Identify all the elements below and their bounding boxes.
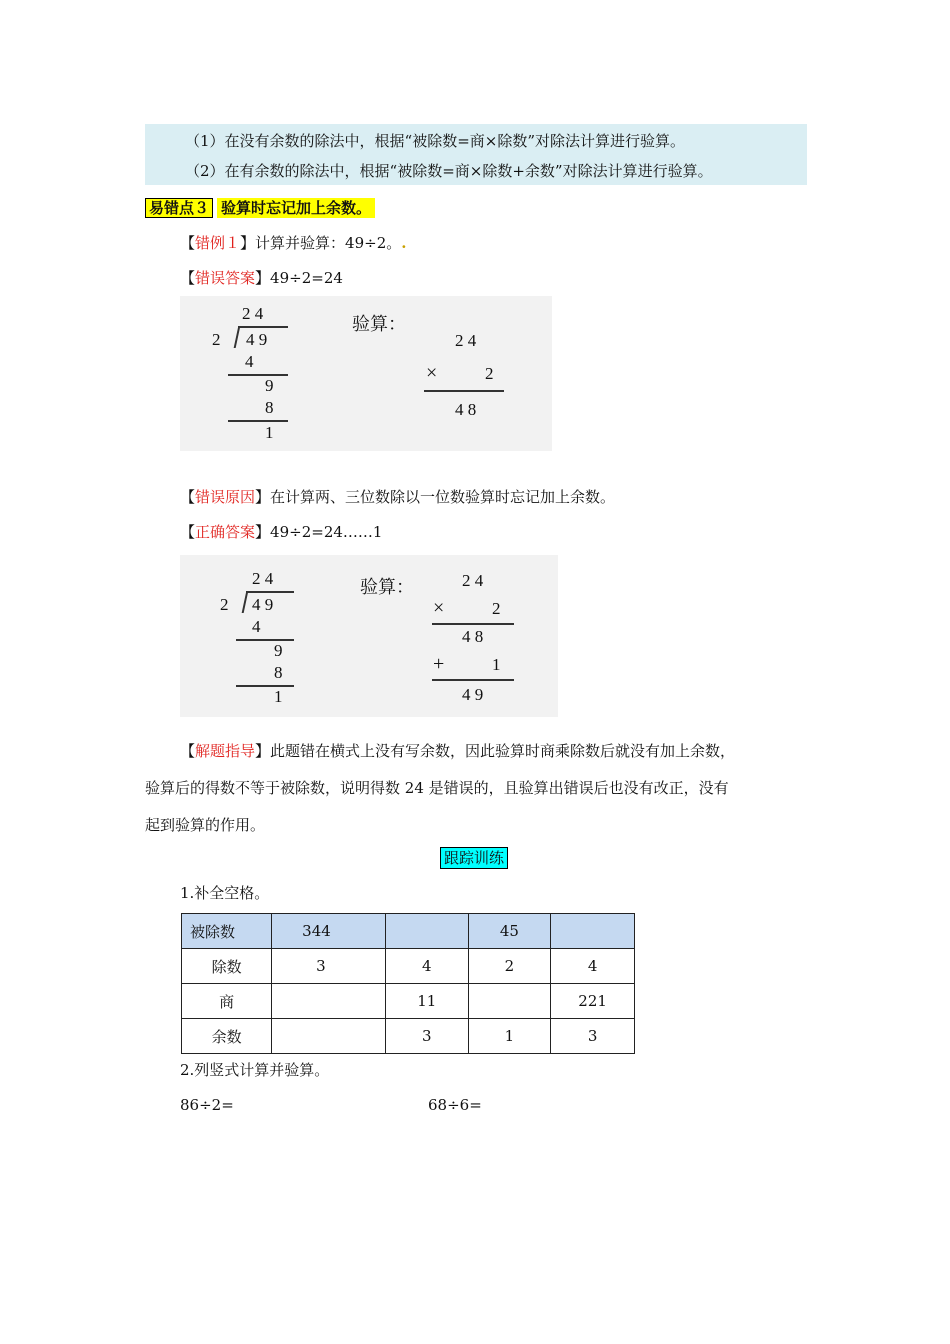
divisor: 2 <box>212 330 221 349</box>
verify-top: 2 4 <box>462 571 484 590</box>
plus-sign: + <box>433 653 445 675</box>
error-reason-text: 在计算两、三位数除以一位数验算时忘记加上余数。 <box>270 488 616 506</box>
table-cell: 4 <box>385 949 468 984</box>
step-2: 9 <box>265 376 274 395</box>
verify-result: 4 8 <box>455 400 477 419</box>
q2-item-2: 68÷6= <box>428 1096 482 1114</box>
q2-item-1: 86÷2= <box>180 1096 234 1114</box>
error-point-tag: 易错点３ <box>145 198 213 218</box>
guide-text-1: 此题错在横式上没有写余数，因此验算时商乘除数后就没有加上余数， <box>270 742 736 760</box>
step-3: 8 <box>274 663 283 682</box>
quotient: 2 4 <box>252 569 274 588</box>
table-cell[interactable] <box>468 984 551 1019</box>
error-point-title: 验算时忘记加上余数。 <box>217 198 375 218</box>
table-row <box>182 949 635 984</box>
table-cell: 被除数 <box>182 914 272 949</box>
table-row <box>182 984 635 1019</box>
verify-result: 4 9 <box>462 685 484 704</box>
verify-multiplier: 2 <box>492 599 501 618</box>
tip-line-2: （2）在有余数的除法中，根据“被除数=商×除数+余数”对除法计算进行验算。 <box>185 162 713 180</box>
verify-top: 2 4 <box>455 331 477 350</box>
error-reason-label: 错误原因 <box>195 488 256 506</box>
error-reason: 【错误原因】在计算两、三位数除以一位数验算时忘记加上余数。 <box>180 488 616 506</box>
tip-box <box>145 124 807 185</box>
guide-line-1: 【解题指导】此题错在横式上没有写余数，因此验算时商乘除数后就没有加上余数， <box>180 742 736 760</box>
wrong-example: 【错例１】计算并验算：49÷2。. <box>180 234 407 252</box>
wrong-example-label: 错例１ <box>195 234 241 252</box>
wrong-calc-figure <box>180 296 552 451</box>
q1-title: 1.补全空格。 <box>180 884 270 902</box>
practice-title: 跟踪训练 <box>440 847 508 869</box>
table-cell[interactable] <box>272 984 386 1019</box>
table-cell: 3 <box>385 1019 468 1054</box>
correct-answer-text: 49÷2=24……1 <box>270 523 383 541</box>
table-row <box>182 1019 635 1054</box>
q1-table <box>181 913 635 1054</box>
table-row <box>182 914 635 949</box>
table-cell: 3 <box>272 949 386 984</box>
table-cell: 344 <box>272 914 386 949</box>
verify-addend: 1 <box>492 655 501 674</box>
tip-line-1: （1）在没有余数的除法中，根据“被除数=商×除数”对除法计算进行验算。 <box>185 132 686 150</box>
step-3: 8 <box>265 398 274 417</box>
wrong-answer-label: 错误答案 <box>195 269 256 287</box>
table-cell: 45 <box>468 914 551 949</box>
verify-multiplier: 2 <box>485 364 494 383</box>
table-cell[interactable] <box>385 914 468 949</box>
table-cell[interactable] <box>272 1019 386 1054</box>
table-cell[interactable] <box>551 914 635 949</box>
wrong-answer-text: 49÷2=24 <box>270 269 343 287</box>
table-cell: 4 <box>551 949 635 984</box>
table-cell: 3 <box>551 1019 635 1054</box>
dividend: 4 9 <box>252 595 274 614</box>
step-1: 4 <box>252 617 261 636</box>
wrong-example-text: 计算并验算：49÷2。 <box>255 234 402 252</box>
step-2: 9 <box>274 641 283 660</box>
step-1: 4 <box>245 352 254 371</box>
multiply-sign: × <box>433 597 445 619</box>
quotient: 2 4 <box>242 304 264 323</box>
verify-product: 4 8 <box>462 627 484 646</box>
guide-label: 解题指导 <box>195 742 256 760</box>
correct-calc-figure <box>180 555 558 717</box>
multiply-sign: × <box>426 362 438 384</box>
wrong-answer: 【错误答案】49÷2=24 <box>180 269 343 287</box>
wrong-example-dot: . <box>401 234 407 252</box>
remainder: 1 <box>274 687 283 706</box>
error-point-heading <box>145 198 375 218</box>
dividend: 4 9 <box>246 330 268 349</box>
verify-label: 验算： <box>360 577 414 598</box>
table-cell: 11 <box>385 984 468 1019</box>
guide-line-3: 起到验算的作用。 <box>145 816 266 834</box>
divisor: 2 <box>220 595 229 614</box>
table-cell: 余数 <box>182 1019 272 1054</box>
correct-answer: 【正确答案】49÷2=24……1 <box>180 523 383 541</box>
table-cell: 221 <box>551 984 635 1019</box>
q2-title: 2.列竖式计算并验算。 <box>180 1061 330 1079</box>
table-cell: 2 <box>468 949 551 984</box>
table-cell: 商 <box>182 984 272 1019</box>
table-cell: 1 <box>468 1019 551 1054</box>
guide-line-2: 验算后的得数不等于被除数，说明得数 24 是错误的，且验算出错误后也没有改正，没有 <box>145 779 729 797</box>
table-cell: 除数 <box>182 949 272 984</box>
verify-label: 验算： <box>352 314 406 335</box>
correct-answer-label: 正确答案 <box>195 523 256 541</box>
remainder: 1 <box>265 423 274 442</box>
